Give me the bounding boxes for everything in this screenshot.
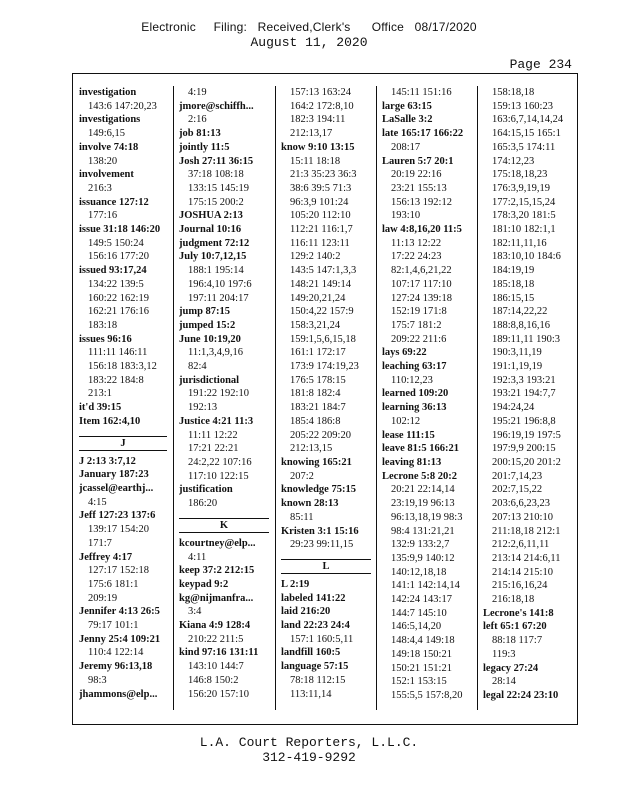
index-term: Lauren 5:7 20:1: [382, 155, 454, 167]
page-references: 79:17 101:1: [88, 620, 139, 632]
page-references: 181:8 182:4: [290, 388, 341, 400]
page-references: 98:3: [88, 674, 107, 686]
page-references: 133:15 145:19: [188, 182, 249, 194]
page-references: 112:21 116:1,7: [290, 224, 353, 236]
index-term: jcassel@earthj...: [79, 482, 154, 494]
page-references: 188:1 195:14: [188, 265, 244, 277]
page-references: 105:20 112:10: [290, 210, 351, 222]
index-term: labeled 141:22: [281, 592, 346, 604]
page-references: 159:1,5,6,15,18: [290, 333, 356, 345]
column-divider: [173, 86, 174, 710]
index-term: Justice 4:21 11:3: [179, 415, 254, 427]
page-references: 183:21 184:7: [290, 402, 346, 414]
index-term: kcourtney@elp...: [179, 537, 256, 549]
page-references: 197:9,9 200:15: [492, 443, 556, 455]
page-references: 129:2 140:2: [290, 251, 341, 263]
index-term: job 81:13: [179, 128, 221, 140]
index-term: L 2:19: [281, 578, 310, 590]
page-references: 203:6,6,23,23: [492, 498, 551, 510]
page-references: 143:6 147:20,23: [88, 100, 157, 112]
page-references: 150:21 151:21: [391, 662, 452, 674]
page-references: 23:19,19 96:13: [391, 498, 455, 510]
index-term: jhammons@elp...: [79, 688, 158, 700]
page-references: 15:11 18:18: [290, 155, 341, 167]
page-references: 209:19: [88, 592, 118, 604]
page-references: 155:5,5 157:8,20: [391, 689, 463, 701]
page-references: 183:18: [88, 319, 118, 331]
page-references: 110:12,23: [391, 374, 433, 386]
section-letter: L: [281, 559, 371, 574]
index-column-2: [179, 86, 271, 710]
page-references: 202:7,15,22: [492, 484, 543, 496]
page-references: 140:12,18,18: [391, 566, 447, 578]
index-term: left 65:1 67:20: [483, 621, 547, 633]
page-references: 158:18,18: [492, 87, 535, 98]
page-references: 162:21 176:16: [88, 306, 149, 318]
page-references: 192:13: [188, 402, 218, 414]
page-references: 215:16,16,24: [492, 580, 548, 592]
index-term: Jeffrey 4:17: [79, 551, 133, 563]
index-term: involve 74:18: [79, 141, 139, 153]
page-number: Page 234: [509, 57, 572, 72]
page-references: 143:10 144:7: [188, 661, 244, 673]
index-column-5: [483, 86, 575, 710]
page-references: 157:13 163:24: [290, 87, 351, 98]
index-term: Josh 27:11 36:15: [179, 155, 254, 167]
page-references: 149:5 150:24: [88, 237, 144, 249]
index-term: Kiana 4:9 128:4: [179, 620, 251, 632]
page-references: 195:21 196:8,8: [492, 415, 556, 427]
page-references: 188:8,8,16,16: [492, 319, 551, 331]
page-references: 85:11: [290, 511, 314, 523]
page-references: 159:13 160:23: [492, 100, 553, 112]
reporter-phone: 312-419-9292: [262, 750, 356, 765]
page-references: 192:3,3 193:21: [492, 374, 556, 386]
index-term: J 2:13 3:7,12: [79, 455, 136, 467]
page-references: 163:6,7,14,14,24: [492, 114, 564, 126]
index-term: Jenny 25:4 109:21: [79, 633, 161, 645]
page-references: 200:15,20 201:2: [492, 456, 561, 468]
page-references: 143:5 147:1,3,3: [290, 265, 357, 277]
index-term: know 9:10 13:15: [281, 141, 355, 153]
page-references: 117:10 122:15: [188, 470, 249, 482]
page-references: 116:11 123:11: [290, 237, 350, 249]
index-term: kind 97:16 131:11: [179, 647, 259, 659]
index-term: Item 162:4,10: [79, 415, 141, 427]
page-references: 171:7: [88, 537, 112, 549]
page-references: 111:11 146:11: [88, 347, 148, 359]
index-term: lease 111:15: [382, 429, 435, 441]
page-references: 164:15,15 165:1: [492, 128, 561, 140]
page-references: 2:16: [188, 114, 207, 126]
index-term: language 57:15: [281, 661, 349, 673]
page-references: 212:13,15: [290, 443, 333, 455]
page-references: 208:17: [391, 141, 421, 153]
index-term: jurisdictional: [179, 374, 240, 386]
page-references: 211:18,18 212:1: [492, 525, 561, 537]
page-references: 138:20: [88, 155, 118, 167]
page-references: 150:4,22 157:9: [290, 306, 354, 318]
index-term: issues 96:16: [79, 333, 132, 345]
page-references: 132:9 133:2,7: [391, 539, 450, 551]
page-references: 190:3,11,19: [492, 347, 542, 359]
page-references: 182:11,11,16: [492, 237, 547, 249]
page-references: 23:21 155:13: [391, 182, 447, 194]
page-references: 96:13,18,19 98:3: [391, 511, 463, 523]
page-references: 205:22 209:20: [290, 429, 351, 441]
page-references: 165:3,5 174:11: [492, 141, 556, 153]
index-term: issuance 127:12: [79, 196, 149, 208]
page-references: 197:11 204:17: [188, 292, 249, 304]
index-term: legal 22:24 23:10: [483, 689, 559, 701]
index-term: legacy 27:24: [483, 662, 539, 674]
index-term: known 28:13: [281, 498, 339, 510]
page-references: 98:4 131:21,21: [391, 525, 455, 537]
page-references: 175:18,18,23: [492, 169, 548, 181]
index-term: leave 81:5 166:21: [382, 443, 459, 455]
index-term: it'd 39:15: [79, 402, 122, 414]
page-references: 82:1,4,6,21,22: [391, 265, 452, 277]
page-references: 4:11: [188, 551, 207, 563]
page-references: 20:21 22:14,14: [391, 484, 455, 496]
page-references: 11:1,3,4,9,16: [188, 347, 244, 359]
page-references: 11:11 12:22: [188, 429, 238, 441]
index-term: Jeff 127:23 137:6: [79, 510, 156, 522]
page-references: 78:18 112:15: [290, 674, 346, 686]
reporter-name: L.A. Court Reporters, L.L.C.: [199, 735, 419, 750]
index-term: JOSHUA 2:13: [179, 210, 243, 222]
page-references: 17:21 22:21: [188, 443, 239, 455]
index-column-1: [79, 86, 169, 710]
page-references: 127:24 139:18: [391, 292, 452, 304]
page-references: 88:18 117:7: [492, 635, 543, 647]
page-references: 183:22 184:8: [88, 374, 144, 386]
index-term: issued 93:17,24: [79, 265, 147, 277]
page-references: 212:2,6,11,11: [492, 539, 550, 551]
page-references: 177:16: [88, 210, 118, 222]
index-column-3: [281, 86, 373, 710]
page-references: 185:18,18: [492, 278, 535, 290]
page-references: 146:5,14,20: [391, 621, 442, 633]
page-references: 146:8 150:2: [188, 674, 239, 686]
index-term: investigation: [79, 87, 137, 98]
index-column-4: [382, 86, 474, 710]
page-references: 214:14 215:10: [492, 566, 553, 578]
page-references: 37:18 108:18: [188, 169, 244, 181]
page-references: 29:23 99:11,15: [290, 539, 354, 551]
page-references: 82:4: [188, 361, 207, 373]
page-references: 193:10: [391, 210, 421, 222]
index-term: Journal 10:16: [179, 224, 242, 236]
index-term: jmore@schiffh...: [179, 100, 254, 112]
page-references: 175:6 181:1: [88, 578, 139, 590]
index-term: late 165:17 166:22: [382, 128, 464, 140]
index-term: jointly 11:5: [179, 141, 230, 153]
index-term: leaching 63:17: [382, 361, 447, 373]
page-references: 210:22 211:5: [188, 633, 244, 645]
page-references: 113:11,14: [290, 688, 332, 700]
page-references: 156:16 177:20: [88, 251, 149, 263]
page-references: 213:14 214:6,11: [492, 552, 561, 564]
filing-stamp: Electronic Filing: Received,Clerk's Office 08/17/2020: [141, 20, 477, 34]
page-references: 216:3: [88, 182, 112, 194]
index-term: jumped 15:2: [179, 319, 236, 331]
page-references: 157:1 160:5,11: [290, 633, 354, 645]
page-references: 135:9,9 140:12: [391, 552, 455, 564]
page-references: 4:15: [88, 496, 107, 508]
page-references: 191:1,19,19: [492, 361, 543, 373]
page-references: 178:3,20 181:5: [492, 210, 556, 222]
page-references: 149:6,15: [88, 128, 126, 140]
page-references: 194:24,24: [492, 402, 535, 414]
page-references: 38:6 39:5 71:3: [290, 182, 352, 194]
index-term: land 22:23 24:4: [281, 620, 350, 632]
index-term: landfill 160:5: [281, 647, 341, 659]
index-term: judgment 72:12: [179, 237, 250, 249]
page-references: 3:4: [188, 606, 202, 618]
page-references: 152:19 171:8: [391, 306, 447, 318]
page-references: 185:4 186:8: [290, 415, 341, 427]
section-letter: J: [79, 436, 167, 451]
page-references: 119:3: [492, 648, 516, 660]
page-references: 142:24 143:17: [391, 594, 452, 606]
page-references: 4:19: [188, 87, 207, 98]
page-references: 152:1 153:15: [391, 676, 447, 688]
index-term: July 10:7,12,15: [179, 251, 247, 263]
page-references: 156:18 183:3,12: [88, 361, 157, 373]
page-references: 148:21 149:14: [290, 278, 351, 290]
index-term: Lecrone's 141:8: [483, 607, 554, 619]
page-references: 28:14: [492, 676, 516, 688]
page-references: 148:4,4 149:18: [391, 635, 455, 647]
page-references: 127:17 152:18: [88, 565, 149, 577]
transcript-date: August 11, 2020: [250, 35, 368, 50]
index-term: learning 36:13: [382, 402, 447, 414]
page-references: 156:20 157:10: [188, 688, 249, 700]
page-references: 175:15 200:2: [188, 196, 244, 208]
page-references: 176:3,9,19,19: [492, 182, 551, 194]
page-references: 149:18 150:21: [391, 648, 452, 660]
page-references: 144:7 145:10: [391, 607, 447, 619]
page-references: 139:17 154:20: [88, 524, 149, 536]
page-references: 207:2: [290, 470, 314, 482]
index-term: keep 37:2 212:15: [179, 565, 255, 577]
page-references: 184:19,19: [492, 265, 535, 277]
page-references: 212:13,17: [290, 128, 333, 140]
page-references: 161:1 172:17: [290, 347, 346, 359]
page-references: 134:22 139:5: [88, 278, 144, 290]
column-divider: [477, 86, 478, 710]
index-term: lays 69:22: [382, 347, 427, 359]
page-references: 20:19 22:16: [391, 169, 442, 181]
page-references: 186:15,15: [492, 292, 535, 304]
page-references: 193:21 194:7,7: [492, 388, 556, 400]
page-references: 11:13 12:22: [391, 237, 442, 249]
page-references: 191:22 192:10: [188, 388, 249, 400]
index-term: learned 109:20: [382, 388, 449, 400]
page-references: 183:10,10 184:6: [492, 251, 561, 263]
index-term: leaving 81:13: [382, 456, 442, 468]
index-term: issue 31:18 146:20: [79, 224, 161, 236]
page-references: 110:4 122:14: [88, 647, 144, 659]
page-references: 181:10 182:1,1: [492, 224, 556, 236]
index-frame: [72, 73, 578, 725]
page-references: 174:12,23: [492, 155, 535, 167]
page-references: 145:11 151:16: [391, 87, 452, 98]
index-term: Kristen 3:1 15:16: [281, 525, 359, 537]
page-references: 102:12: [391, 415, 421, 427]
index-term: knowledge 75:15: [281, 484, 356, 496]
page-references: 207:13 210:10: [492, 511, 553, 523]
page-references: 201:7,14,23: [492, 470, 543, 482]
page-references: 175:7 181:2: [391, 319, 442, 331]
page-references: 141:1 142:14,14: [391, 580, 460, 592]
page-references: 158:3,21,24: [290, 319, 341, 331]
page-references: 216:18,18: [492, 594, 535, 606]
column-divider: [376, 86, 377, 710]
index-term: jump 87:15: [179, 306, 231, 318]
index-term: laid 216:20: [281, 606, 331, 618]
page-references: 164:2 172:8,10: [290, 100, 354, 112]
page-references: 176:5 178:15: [290, 374, 346, 386]
index-term: investigations: [79, 114, 141, 126]
page-references: 186:20: [188, 498, 218, 510]
index-term: justification: [179, 484, 233, 496]
index-term: law 4:8,16,20 11:5: [382, 224, 462, 236]
index-term: Lecrone 5:8 20:2: [382, 470, 458, 482]
page-references: 21:3 35:23 36:3: [290, 169, 357, 181]
page-references: 173:9 174:19,23: [290, 361, 359, 373]
section-letter: K: [179, 518, 269, 533]
page-references: 96:3,9 101:24: [290, 196, 349, 208]
page-references: 196:19,19 197:5: [492, 429, 561, 441]
index-term: Jennifer 4:13 26:5: [79, 606, 160, 618]
page-references: 149:20,21,24: [290, 292, 346, 304]
index-term: kg@nijmanfra...: [179, 592, 254, 604]
page-references: 107:17 117:10: [391, 278, 452, 290]
column-divider: [275, 86, 276, 710]
page-references: 189:11,11 190:3: [492, 333, 561, 345]
index-term: keypad 9:2: [179, 578, 229, 590]
index-term: large 63:15: [382, 100, 432, 112]
page-references: 182:3 194:11: [290, 114, 346, 126]
page-references: 196:4,10 197:6: [188, 278, 252, 290]
page-references: 17:22 24:23: [391, 251, 442, 263]
page-references: 160:22 162:19: [88, 292, 149, 304]
page-references: 156:13 192:12: [391, 196, 452, 208]
page-references: 187:14,22,22: [492, 306, 548, 318]
index-term: LaSalle 3:2: [382, 114, 433, 126]
index-term: involvement: [79, 169, 134, 181]
page-references: 213:1: [88, 388, 112, 400]
page-references: 177:2,15,15,24: [492, 196, 556, 208]
index-term: January 187:23: [79, 469, 149, 481]
page-references: 24:2,22 107:16: [188, 456, 252, 468]
index-term: June 10:19,20: [179, 333, 241, 345]
index-term: knowing 165:21: [281, 456, 352, 468]
page-references: 209:22 211:6: [391, 333, 447, 345]
index-term: Jeremy 96:13,18: [79, 661, 153, 673]
